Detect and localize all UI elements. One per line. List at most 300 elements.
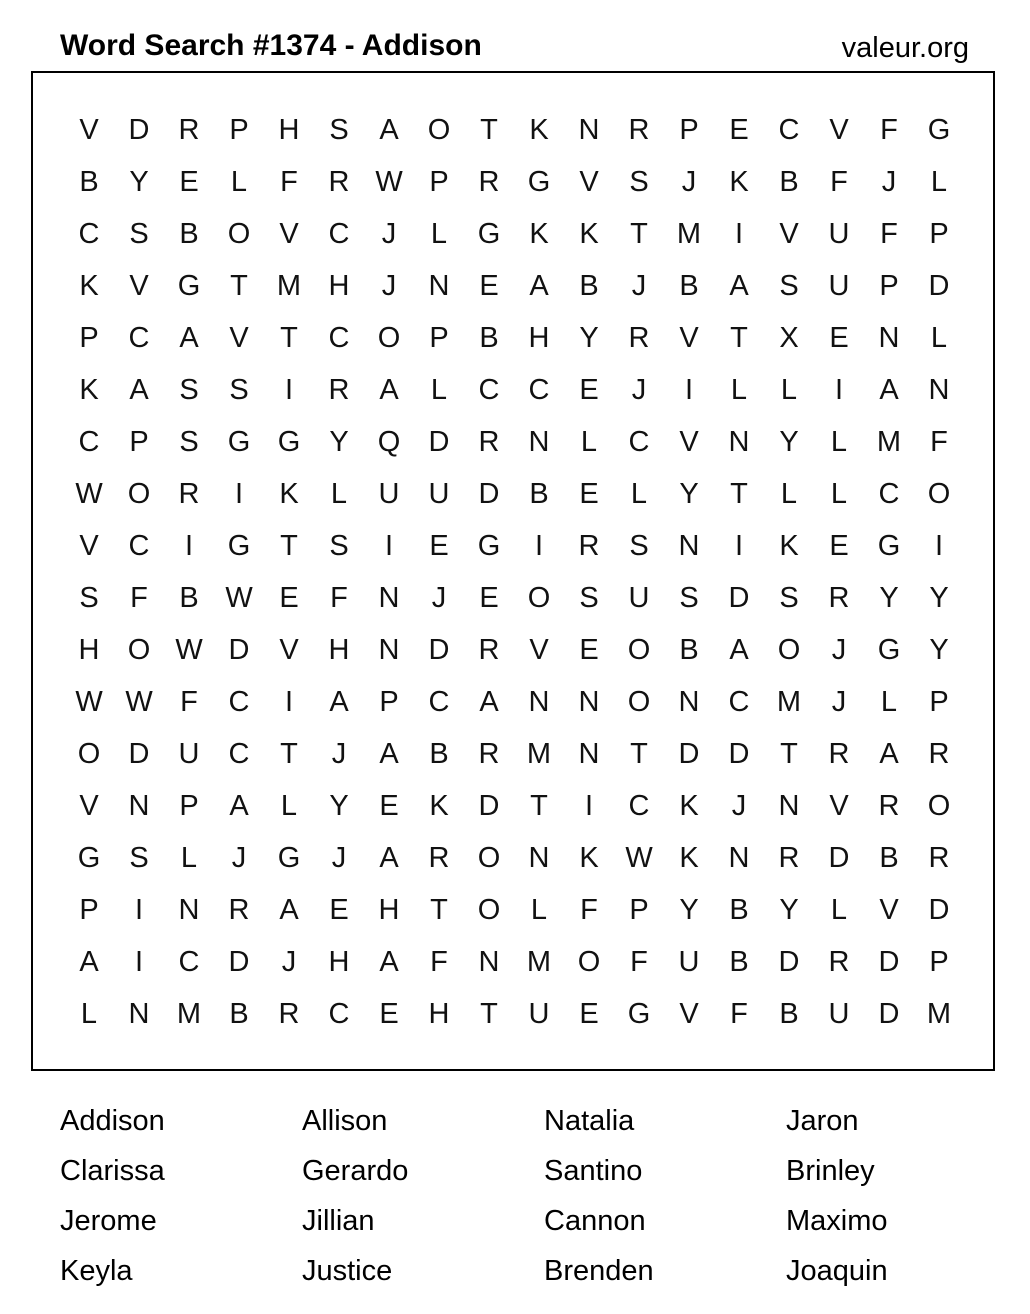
grid-letter[interactable]: S: [779, 581, 799, 614]
grid-letter[interactable]: S: [779, 269, 799, 302]
grid-letter[interactable]: N: [728, 425, 750, 458]
grid-letter[interactable]: C: [228, 737, 250, 770]
grid-letter[interactable]: Q: [377, 425, 401, 458]
grid-letter[interactable]: D: [878, 997, 900, 1030]
grid-letter[interactable]: Y: [929, 581, 949, 614]
grid-letter[interactable]: B: [79, 165, 99, 198]
grid-letter[interactable]: J: [331, 737, 347, 770]
grid-letter[interactable]: B: [179, 217, 199, 250]
grid-letter[interactable]: J: [631, 373, 647, 406]
grid-letter[interactable]: C: [228, 685, 250, 718]
grid-letter[interactable]: E: [179, 165, 199, 198]
grid-letter[interactable]: N: [178, 893, 200, 926]
grid-letter[interactable]: T: [230, 269, 248, 302]
grid-letter[interactable]: O: [777, 633, 801, 666]
grid-letter[interactable]: C: [878, 477, 900, 510]
grid-letter[interactable]: R: [578, 529, 600, 562]
grid-letter[interactable]: B: [429, 737, 449, 770]
grid-letter[interactable]: O: [127, 477, 151, 510]
grid-letter[interactable]: O: [927, 789, 951, 822]
grid-letter[interactable]: P: [429, 165, 449, 198]
grid-letter[interactable]: R: [178, 113, 200, 146]
grid-letter[interactable]: G: [277, 425, 301, 458]
grid-letter[interactable]: O: [227, 217, 251, 250]
grid-letter[interactable]: G: [627, 997, 651, 1030]
grid-letter[interactable]: A: [329, 685, 349, 718]
grid-letter[interactable]: O: [127, 633, 151, 666]
grid-letter[interactable]: I: [184, 529, 194, 562]
grid-letter[interactable]: H: [428, 997, 450, 1030]
grid-letter[interactable]: G: [477, 217, 501, 250]
grid-letter[interactable]: U: [678, 945, 700, 978]
grid-letter[interactable]: Y: [679, 893, 699, 926]
grid-letter[interactable]: R: [478, 633, 500, 666]
grid-letter[interactable]: A: [279, 893, 299, 926]
grid-letter[interactable]: J: [381, 269, 397, 302]
grid-letter[interactable]: V: [79, 789, 99, 822]
grid-letter[interactable]: Y: [879, 581, 899, 614]
grid-letter[interactable]: F: [880, 113, 898, 146]
grid-letter[interactable]: J: [331, 841, 347, 874]
grid-letter[interactable]: R: [328, 165, 350, 198]
grid-letter[interactable]: A: [379, 737, 399, 770]
grid-letter[interactable]: O: [377, 321, 401, 354]
grid-letter[interactable]: B: [579, 269, 599, 302]
grid-letter[interactable]: C: [178, 945, 200, 978]
grid-letter[interactable]: A: [79, 945, 99, 978]
grid-letter[interactable]: O: [627, 685, 651, 718]
grid-letter[interactable]: N: [128, 789, 150, 822]
grid-letter[interactable]: A: [529, 269, 549, 302]
grid-letter[interactable]: O: [527, 581, 551, 614]
grid-letter[interactable]: L: [730, 373, 748, 406]
grid-letter[interactable]: F: [580, 893, 598, 926]
grid-letter[interactable]: I: [234, 477, 244, 510]
grid-letter[interactable]: F: [430, 945, 448, 978]
grid-letter[interactable]: P: [79, 893, 99, 926]
grid-letter[interactable]: L: [180, 841, 198, 874]
grid-letter[interactable]: E: [579, 633, 599, 666]
grid-letter[interactable]: T: [280, 737, 298, 770]
grid-letter[interactable]: M: [876, 425, 902, 458]
grid-letter[interactable]: R: [928, 841, 950, 874]
grid-letter[interactable]: D: [728, 581, 750, 614]
grid-letter[interactable]: I: [734, 217, 744, 250]
grid-letter[interactable]: V: [279, 633, 299, 666]
grid-letter[interactable]: L: [230, 165, 248, 198]
grid-letter[interactable]: R: [178, 477, 200, 510]
grid-letter[interactable]: M: [676, 217, 702, 250]
grid-letter[interactable]: V: [229, 321, 249, 354]
grid-letter[interactable]: C: [778, 113, 800, 146]
grid-letter[interactable]: P: [929, 945, 949, 978]
grid-letter[interactable]: I: [834, 373, 844, 406]
grid-letter[interactable]: F: [180, 685, 198, 718]
grid-letter[interactable]: M: [526, 945, 552, 978]
grid-letter[interactable]: G: [77, 841, 101, 874]
grid-letter[interactable]: R: [478, 165, 500, 198]
grid-letter[interactable]: U: [378, 477, 400, 510]
grid-letter[interactable]: E: [279, 581, 299, 614]
grid-letter[interactable]: P: [79, 321, 99, 354]
grid-letter[interactable]: H: [328, 269, 350, 302]
grid-letter[interactable]: A: [879, 373, 899, 406]
grid-letter[interactable]: C: [78, 217, 100, 250]
grid-letter[interactable]: R: [828, 581, 850, 614]
grid-letter[interactable]: K: [79, 269, 99, 302]
grid-letter[interactable]: B: [679, 633, 699, 666]
grid-letter[interactable]: Y: [929, 633, 949, 666]
grid-letter[interactable]: V: [129, 269, 149, 302]
grid-letter[interactable]: F: [930, 425, 948, 458]
grid-letter[interactable]: K: [679, 789, 699, 822]
grid-letter[interactable]: J: [231, 841, 247, 874]
grid-letter[interactable]: N: [128, 997, 150, 1030]
grid-letter[interactable]: V: [79, 529, 99, 562]
grid-letter[interactable]: F: [880, 217, 898, 250]
grid-letter[interactable]: N: [578, 737, 600, 770]
grid-letter[interactable]: A: [379, 841, 399, 874]
grid-letter[interactable]: O: [427, 113, 451, 146]
grid-letter[interactable]: B: [529, 477, 549, 510]
grid-letter[interactable]: O: [77, 737, 101, 770]
grid-letter[interactable]: D: [778, 945, 800, 978]
grid-letter[interactable]: O: [577, 945, 601, 978]
grid-letter[interactable]: A: [379, 113, 399, 146]
grid-letter[interactable]: G: [227, 425, 251, 458]
grid-letter[interactable]: R: [828, 737, 850, 770]
grid-letter[interactable]: S: [579, 581, 599, 614]
grid-letter[interactable]: C: [478, 373, 500, 406]
grid-letter[interactable]: D: [128, 113, 150, 146]
grid-letter[interactable]: S: [179, 373, 199, 406]
grid-letter[interactable]: T: [280, 529, 298, 562]
grid-letter[interactable]: U: [178, 737, 200, 770]
grid-letter[interactable]: M: [926, 997, 952, 1030]
grid-letter[interactable]: S: [129, 217, 149, 250]
grid-letter[interactable]: S: [79, 581, 99, 614]
grid-letter[interactable]: K: [529, 217, 549, 250]
grid-letter[interactable]: V: [679, 997, 699, 1030]
grid-letter[interactable]: A: [729, 269, 749, 302]
grid-letter[interactable]: F: [730, 997, 748, 1030]
grid-letter[interactable]: S: [629, 529, 649, 562]
grid-letter[interactable]: O: [627, 633, 651, 666]
grid-letter[interactable]: K: [779, 529, 799, 562]
grid-letter[interactable]: L: [780, 477, 798, 510]
grid-letter[interactable]: P: [629, 893, 649, 926]
grid-letter[interactable]: H: [378, 893, 400, 926]
grid-letter[interactable]: N: [578, 113, 600, 146]
grid-letter[interactable]: P: [879, 269, 899, 302]
grid-letter[interactable]: U: [628, 581, 650, 614]
grid-letter[interactable]: D: [928, 269, 950, 302]
grid-letter[interactable]: S: [329, 529, 349, 562]
grid-letter[interactable]: K: [729, 165, 749, 198]
grid-letter[interactable]: D: [428, 633, 450, 666]
grid-letter[interactable]: T: [530, 789, 548, 822]
grid-letter[interactable]: E: [429, 529, 449, 562]
grid-letter[interactable]: I: [734, 529, 744, 562]
grid-letter[interactable]: A: [879, 737, 899, 770]
grid-letter[interactable]: M: [526, 737, 552, 770]
grid-letter[interactable]: D: [228, 633, 250, 666]
grid-letter[interactable]: N: [528, 841, 550, 874]
grid-letter[interactable]: V: [279, 217, 299, 250]
grid-letter[interactable]: W: [175, 633, 203, 666]
grid-letter[interactable]: L: [280, 789, 298, 822]
grid-letter[interactable]: P: [929, 217, 949, 250]
grid-letter[interactable]: R: [878, 789, 900, 822]
grid-letter[interactable]: E: [579, 373, 599, 406]
grid-letter[interactable]: T: [480, 997, 498, 1030]
grid-letter[interactable]: I: [534, 529, 544, 562]
grid-letter[interactable]: U: [828, 217, 850, 250]
grid-letter[interactable]: W: [225, 581, 253, 614]
grid-letter[interactable]: E: [479, 269, 499, 302]
grid-letter[interactable]: V: [579, 165, 599, 198]
grid-letter[interactable]: I: [934, 529, 944, 562]
grid-letter[interactable]: R: [478, 737, 500, 770]
grid-letter[interactable]: R: [828, 945, 850, 978]
grid-letter[interactable]: V: [79, 113, 99, 146]
grid-letter[interactable]: Y: [579, 321, 599, 354]
grid-letter[interactable]: C: [128, 529, 150, 562]
grid-letter[interactable]: R: [478, 425, 500, 458]
grid-letter[interactable]: B: [179, 581, 199, 614]
grid-letter[interactable]: S: [629, 165, 649, 198]
grid-letter[interactable]: L: [580, 425, 598, 458]
grid-letter[interactable]: P: [429, 321, 449, 354]
grid-letter[interactable]: W: [75, 685, 103, 718]
grid-letter[interactable]: T: [730, 477, 748, 510]
grid-letter[interactable]: S: [179, 425, 199, 458]
grid-letter[interactable]: D: [828, 841, 850, 874]
grid-letter[interactable]: T: [280, 321, 298, 354]
grid-letter[interactable]: V: [829, 113, 849, 146]
grid-letter[interactable]: N: [378, 633, 400, 666]
grid-letter[interactable]: N: [478, 945, 500, 978]
grid-letter[interactable]: J: [631, 269, 647, 302]
grid-letter[interactable]: K: [79, 373, 99, 406]
grid-letter[interactable]: G: [177, 269, 201, 302]
grid-letter[interactable]: Y: [329, 789, 349, 822]
grid-letter[interactable]: L: [830, 893, 848, 926]
grid-letter[interactable]: N: [778, 789, 800, 822]
grid-letter[interactable]: P: [379, 685, 399, 718]
grid-letter[interactable]: Y: [779, 425, 799, 458]
grid-letter[interactable]: K: [429, 789, 449, 822]
grid-letter[interactable]: B: [779, 165, 799, 198]
grid-letter[interactable]: I: [684, 373, 694, 406]
grid-letter[interactable]: D: [678, 737, 700, 770]
grid-letter[interactable]: W: [125, 685, 153, 718]
grid-letter[interactable]: R: [778, 841, 800, 874]
grid-letter[interactable]: D: [128, 737, 150, 770]
grid-letter[interactable]: C: [328, 997, 350, 1030]
grid-letter[interactable]: U: [828, 997, 850, 1030]
grid-letter[interactable]: E: [379, 789, 399, 822]
grid-letter[interactable]: N: [928, 373, 950, 406]
grid-letter[interactable]: G: [877, 633, 901, 666]
grid-letter[interactable]: N: [678, 529, 700, 562]
grid-letter[interactable]: T: [630, 217, 648, 250]
grid-letter[interactable]: P: [229, 113, 249, 146]
grid-letter[interactable]: D: [878, 945, 900, 978]
grid-letter[interactable]: Y: [679, 477, 699, 510]
grid-letter[interactable]: B: [729, 893, 749, 926]
grid-letter[interactable]: E: [829, 321, 849, 354]
grid-letter[interactable]: K: [279, 477, 299, 510]
grid-letter[interactable]: F: [330, 581, 348, 614]
grid-letter[interactable]: W: [375, 165, 403, 198]
grid-letter[interactable]: I: [284, 373, 294, 406]
grid-letter[interactable]: D: [428, 425, 450, 458]
grid-letter[interactable]: P: [179, 789, 199, 822]
grid-letter[interactable]: P: [129, 425, 149, 458]
grid-letter[interactable]: K: [579, 217, 599, 250]
grid-letter[interactable]: A: [379, 373, 399, 406]
grid-letter[interactable]: N: [528, 425, 550, 458]
grid-letter[interactable]: J: [431, 581, 447, 614]
grid-letter[interactable]: L: [930, 165, 948, 198]
grid-letter[interactable]: P: [929, 685, 949, 718]
grid-letter[interactable]: I: [284, 685, 294, 718]
grid-letter[interactable]: A: [479, 685, 499, 718]
grid-letter[interactable]: U: [828, 269, 850, 302]
grid-letter[interactable]: G: [527, 165, 551, 198]
grid-letter[interactable]: F: [830, 165, 848, 198]
grid-letter[interactable]: B: [729, 945, 749, 978]
grid-letter[interactable]: M: [276, 269, 302, 302]
grid-letter[interactable]: E: [729, 113, 749, 146]
grid-letter[interactable]: D: [928, 893, 950, 926]
grid-letter[interactable]: N: [428, 269, 450, 302]
grid-letter[interactable]: J: [831, 685, 847, 718]
grid-letter[interactable]: R: [328, 373, 350, 406]
grid-letter[interactable]: L: [630, 477, 648, 510]
grid-letter[interactable]: T: [730, 321, 748, 354]
grid-letter[interactable]: E: [329, 893, 349, 926]
grid-letter[interactable]: J: [281, 945, 297, 978]
grid-letter[interactable]: W: [625, 841, 653, 874]
grid-letter[interactable]: G: [227, 529, 251, 562]
grid-letter[interactable]: A: [729, 633, 749, 666]
grid-letter[interactable]: J: [881, 165, 897, 198]
grid-letter[interactable]: F: [630, 945, 648, 978]
grid-letter[interactable]: U: [528, 997, 550, 1030]
grid-letter[interactable]: C: [78, 425, 100, 458]
grid-letter[interactable]: N: [578, 685, 600, 718]
grid-letter[interactable]: G: [477, 529, 501, 562]
grid-letter[interactable]: C: [328, 217, 350, 250]
grid-letter[interactable]: R: [628, 321, 650, 354]
grid-letter[interactable]: J: [381, 217, 397, 250]
grid-letter[interactable]: D: [478, 477, 500, 510]
grid-letter[interactable]: C: [528, 373, 550, 406]
grid-letter[interactable]: L: [430, 217, 448, 250]
grid-letter[interactable]: B: [779, 997, 799, 1030]
grid-letter[interactable]: V: [879, 893, 899, 926]
grid-letter[interactable]: F: [280, 165, 298, 198]
grid-letter[interactable]: K: [679, 841, 699, 874]
grid-letter[interactable]: S: [679, 581, 699, 614]
grid-letter[interactable]: N: [878, 321, 900, 354]
grid-letter[interactable]: S: [329, 113, 349, 146]
grid-letter[interactable]: O: [477, 841, 501, 874]
grid-letter[interactable]: A: [179, 321, 199, 354]
grid-letter[interactable]: A: [229, 789, 249, 822]
grid-letter[interactable]: D: [478, 789, 500, 822]
grid-letter[interactable]: J: [831, 633, 847, 666]
grid-letter[interactable]: G: [277, 841, 301, 874]
grid-letter[interactable]: A: [129, 373, 149, 406]
grid-letter[interactable]: D: [728, 737, 750, 770]
grid-letter[interactable]: C: [328, 321, 350, 354]
grid-letter[interactable]: L: [830, 477, 848, 510]
grid-letter[interactable]: E: [579, 997, 599, 1030]
grid-letter[interactable]: Y: [329, 425, 349, 458]
grid-letter[interactable]: L: [880, 685, 898, 718]
grid-letter[interactable]: N: [378, 581, 400, 614]
grid-letter[interactable]: L: [530, 893, 548, 926]
grid-letter[interactable]: L: [930, 321, 948, 354]
grid-letter[interactable]: P: [679, 113, 699, 146]
grid-letter[interactable]: E: [379, 997, 399, 1030]
grid-letter[interactable]: C: [428, 685, 450, 718]
grid-letter[interactable]: U: [428, 477, 450, 510]
grid-letter[interactable]: C: [628, 789, 650, 822]
grid-letter[interactable]: H: [528, 321, 550, 354]
grid-letter[interactable]: E: [479, 581, 499, 614]
grid-letter[interactable]: E: [579, 477, 599, 510]
grid-letter[interactable]: C: [628, 425, 650, 458]
grid-letter[interactable]: I: [384, 529, 394, 562]
grid-letter[interactable]: N: [728, 841, 750, 874]
grid-letter[interactable]: V: [829, 789, 849, 822]
grid-letter[interactable]: O: [927, 477, 951, 510]
grid-letter[interactable]: R: [928, 737, 950, 770]
grid-letter[interactable]: V: [679, 425, 699, 458]
grid-letter[interactable]: V: [529, 633, 549, 666]
grid-letter[interactable]: T: [630, 737, 648, 770]
grid-letter[interactable]: N: [528, 685, 550, 718]
grid-letter[interactable]: S: [129, 841, 149, 874]
grid-letter[interactable]: H: [78, 633, 100, 666]
grid-letter[interactable]: Y: [779, 893, 799, 926]
grid-letter[interactable]: Y: [129, 165, 149, 198]
grid-letter[interactable]: G: [927, 113, 951, 146]
grid-letter[interactable]: H: [328, 945, 350, 978]
grid-letter[interactable]: R: [228, 893, 250, 926]
grid-letter[interactable]: R: [628, 113, 650, 146]
grid-letter[interactable]: I: [584, 789, 594, 822]
grid-letter[interactable]: M: [176, 997, 202, 1030]
grid-letter[interactable]: T: [780, 737, 798, 770]
grid-letter[interactable]: R: [428, 841, 450, 874]
grid-letter[interactable]: F: [130, 581, 148, 614]
grid-letter[interactable]: L: [80, 997, 98, 1030]
grid-letter[interactable]: N: [678, 685, 700, 718]
grid-letter[interactable]: H: [328, 633, 350, 666]
grid-letter[interactable]: W: [75, 477, 103, 510]
grid-letter[interactable]: E: [829, 529, 849, 562]
grid-letter[interactable]: I: [134, 893, 144, 926]
grid-letter[interactable]: L: [830, 425, 848, 458]
grid-letter[interactable]: A: [379, 945, 399, 978]
grid-letter[interactable]: J: [681, 165, 697, 198]
grid-letter[interactable]: J: [731, 789, 747, 822]
